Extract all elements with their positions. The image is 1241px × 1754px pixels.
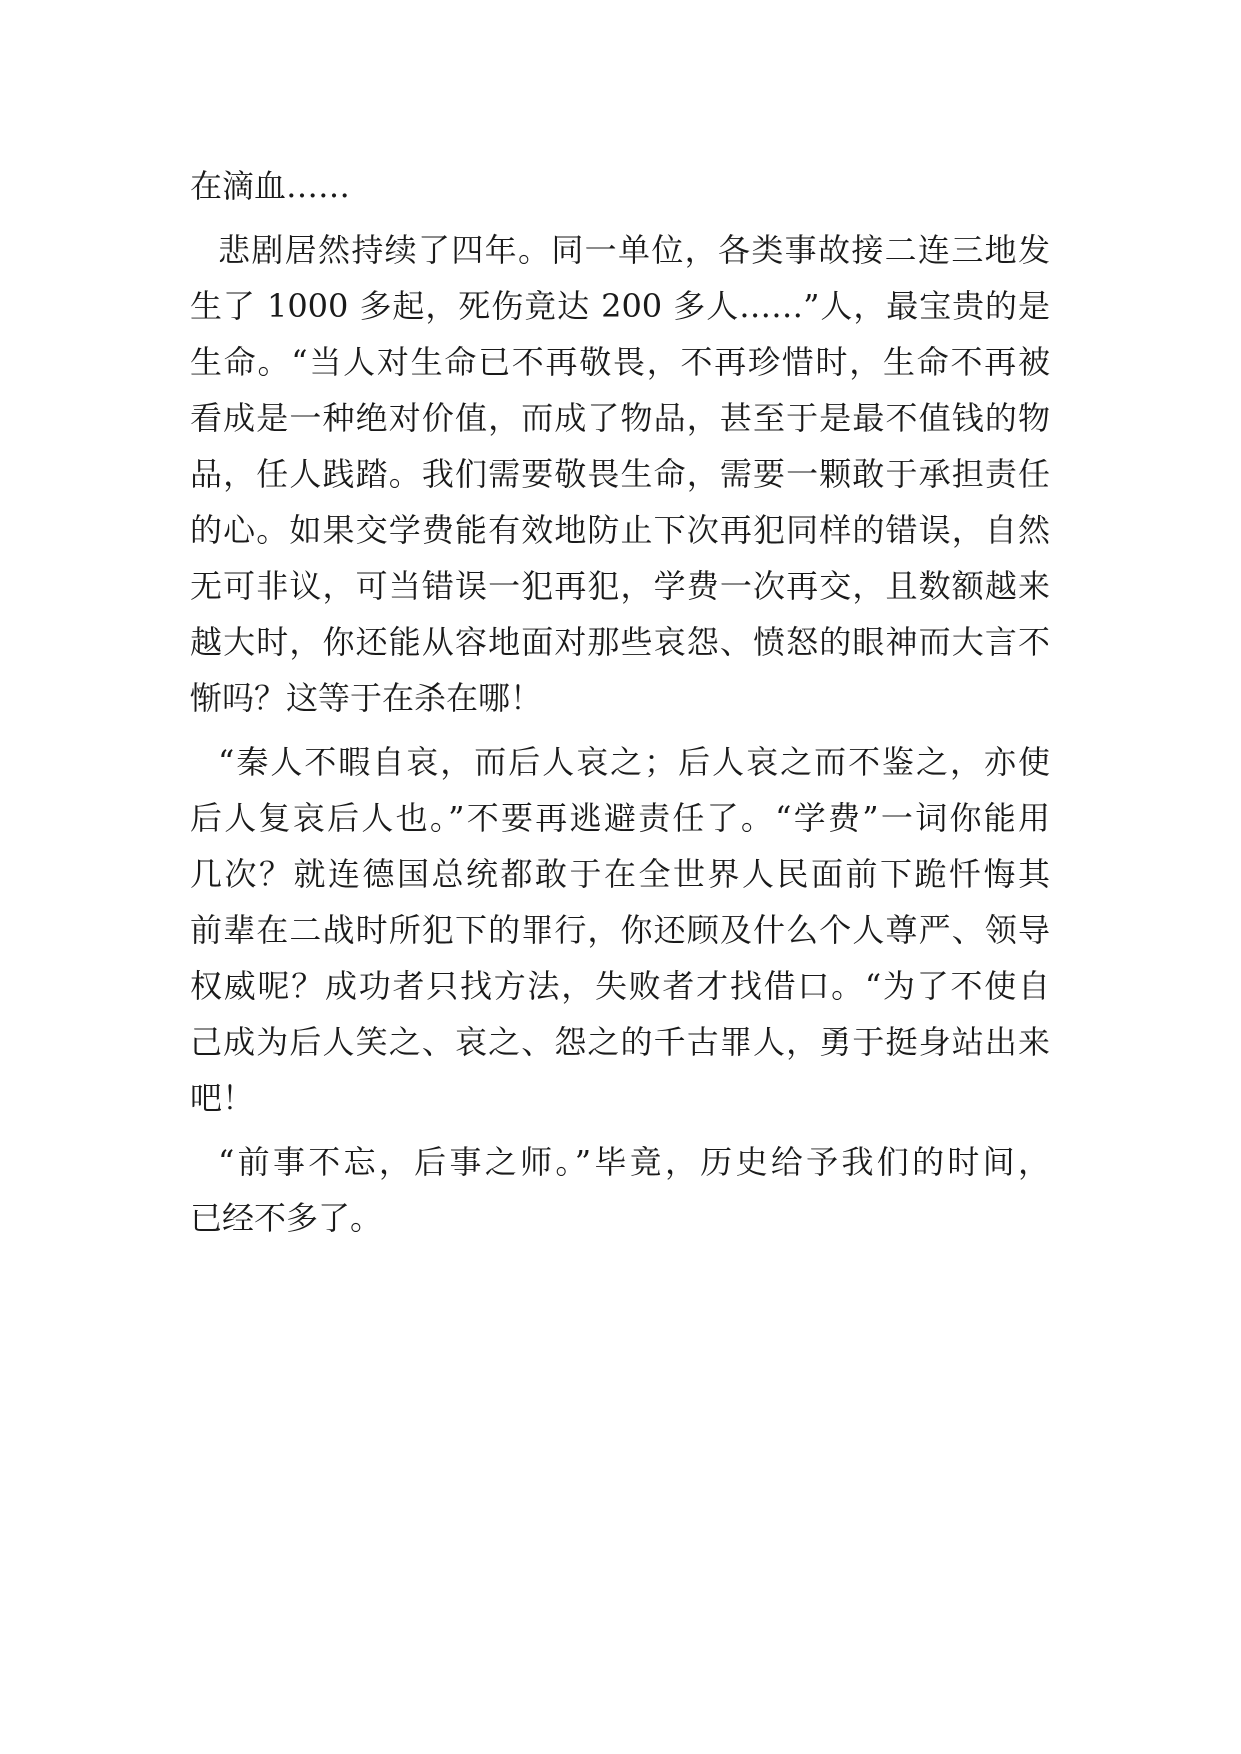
text-line: “秦人不暇自哀，而后人哀之；后人哀之而不鉴之，亦使 xyxy=(218,743,1050,781)
text-line: 生命。“当人对生命已不再敬畏，不再珍惜时，生命不再被 xyxy=(190,343,1050,381)
text-line: 越大时，你还能从容地面对那些哀怨、愤怒的眼神而大言不 xyxy=(190,623,1050,661)
text-line: 几次？就连德国总统都敢于在全世界人民面前下跪忏悔其 xyxy=(190,855,1050,893)
text-line: 后人复哀后人也。”不要再逃避责任了。“学费”一词你能用 xyxy=(190,799,1050,837)
text-line: 生了 1000 多起，死伤竟达 200 多人……”人，最宝贵的是 xyxy=(190,287,1050,325)
paragraph xyxy=(190,1134,1050,1246)
text-line: 己成为后人笑之、哀之、怨之的千古罪人，勇于挺身站出来 xyxy=(190,1023,1050,1061)
text-line: 在滴血…… xyxy=(190,167,351,205)
paragraph xyxy=(190,734,1050,1126)
paragraph xyxy=(190,222,1050,726)
text-line: 惭吗？这等于在杀在哪！ xyxy=(190,679,543,717)
document-body xyxy=(190,158,1050,1246)
text-line: 权威呢？成功者只找方法，失败者才找借口。“为了不使自 xyxy=(190,967,1050,1005)
text-line: 吧！ xyxy=(190,1079,255,1117)
text-line: 已经不多了。 xyxy=(190,1199,383,1237)
text-line: 看成是一种绝对价值，而成了物品，甚至于是最不值钱的物 xyxy=(190,399,1050,437)
text-line: 悲剧居然持续了四年。同一单位，各类事故接二连三地发 xyxy=(218,231,1050,269)
paragraph xyxy=(190,158,1050,214)
text-line: 无可非议，可当错误一犯再犯，学费一次再交，且数额越来 xyxy=(190,567,1050,605)
text-line: “前事不忘，后事之师。”毕竟，历史给予我们的时间， xyxy=(218,1143,1050,1181)
text-line: 的心。如果交学费能有效地防止下次再犯同样的错误，自然 xyxy=(190,511,1050,549)
text-line: 前辈在二战时所犯下的罪行，你还顾及什么个人尊严、领导 xyxy=(190,911,1050,949)
text-line: 品，任人践踏。我们需要敬畏生命，需要一颗敢于承担责任 xyxy=(190,455,1050,493)
